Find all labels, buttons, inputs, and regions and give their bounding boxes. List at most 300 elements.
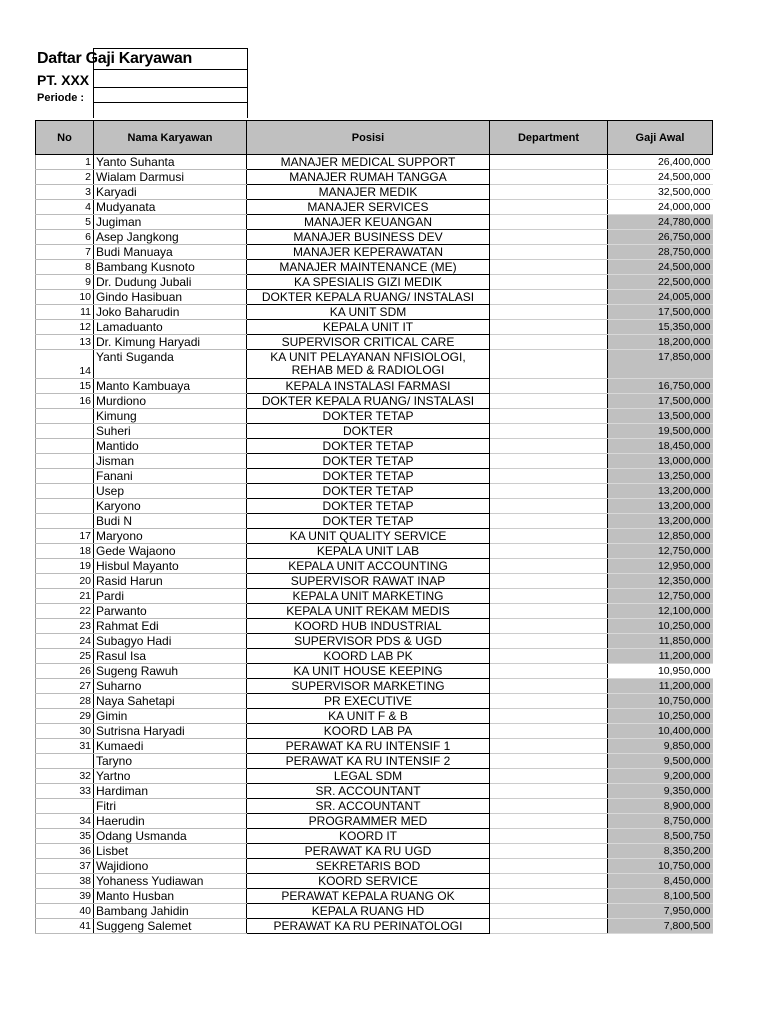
cell-department	[490, 394, 608, 409]
cell-position: SUPERVISOR MARKETING	[247, 679, 490, 694]
cell-salary: 18,200,000	[608, 335, 713, 350]
cell-department	[490, 499, 608, 514]
table-row	[36, 604, 713, 619]
table-row	[36, 320, 713, 335]
cell-position: MANAJER MAINTENANCE (ME)	[247, 260, 490, 275]
cell-position: KOORD LAB PA	[247, 724, 490, 739]
cell-position: PERAWAT KA RU INTENSIF 2	[247, 754, 490, 769]
cell-department	[490, 724, 608, 739]
cell-department	[490, 305, 608, 320]
cell-no: 32	[36, 769, 94, 784]
cell-no: 40	[36, 904, 94, 919]
table-row	[36, 499, 713, 514]
cell-no: 1	[36, 155, 94, 170]
cell-salary: 10,250,000	[608, 709, 713, 724]
cell-position: KEPALA UNIT LAB	[247, 544, 490, 559]
cell-department	[490, 514, 608, 529]
cell-name: Yanti Suganda	[94, 350, 247, 379]
cell-department	[490, 649, 608, 664]
cell-name: Budi Manuaya	[94, 245, 247, 260]
cell-name: Lisbet	[94, 844, 247, 859]
cell-name: Bambang Kusnoto	[94, 260, 247, 275]
table-row	[36, 424, 713, 439]
cell-no: 7	[36, 245, 94, 260]
cell-name: Haerudin	[94, 814, 247, 829]
cell-position: LEGAL SDM	[247, 769, 490, 784]
cell-position: KEPALA UNIT ACCOUNTING	[247, 559, 490, 574]
cell-no	[36, 409, 94, 424]
cell-position: MANAJER KEUANGAN	[247, 215, 490, 230]
cell-position: MANAJER MEDIK	[247, 185, 490, 200]
cell-name: Maryono	[94, 529, 247, 544]
cell-name: Usep	[94, 484, 247, 499]
cell-department	[490, 739, 608, 754]
cell-position: DOKTER TETAP	[247, 439, 490, 454]
table-row	[36, 469, 713, 484]
cell-position: PR EXECUTIVE	[247, 694, 490, 709]
cell-no: 38	[36, 874, 94, 889]
table-row	[36, 439, 713, 454]
cell-salary: 12,100,000	[608, 604, 713, 619]
cell-name: Suheri	[94, 424, 247, 439]
cell-no: 37	[36, 859, 94, 874]
table-row	[36, 170, 713, 185]
cell-name: Jisman	[94, 454, 247, 469]
cell-department	[490, 260, 608, 275]
cell-name: Kumaedi	[94, 739, 247, 754]
cell-salary: 26,400,000	[608, 155, 713, 170]
cell-salary: 17,500,000	[608, 305, 713, 320]
cell-department	[490, 185, 608, 200]
salary-table-wrapper	[35, 120, 713, 934]
cell-department	[490, 634, 608, 649]
cell-no: 25	[36, 649, 94, 664]
cell-department	[490, 484, 608, 499]
cell-department	[490, 215, 608, 230]
cell-department	[490, 424, 608, 439]
cell-department	[490, 230, 608, 245]
cell-name: Fanani	[94, 469, 247, 484]
cell-salary: 24,500,000	[608, 170, 713, 185]
cell-salary: 11,200,000	[608, 679, 713, 694]
cell-department	[490, 889, 608, 904]
header-input-box	[93, 48, 248, 118]
table-row	[36, 335, 713, 350]
cell-no: 4	[36, 200, 94, 215]
table-row	[36, 709, 713, 724]
cell-salary: 22,500,000	[608, 275, 713, 290]
cell-no: 34	[36, 814, 94, 829]
cell-position: SUPERVISOR PDS & UGD	[247, 634, 490, 649]
cell-salary: 26,750,000	[608, 230, 713, 245]
cell-no: 2	[36, 170, 94, 185]
cell-name: Rahmat Edi	[94, 619, 247, 634]
cell-no: 30	[36, 724, 94, 739]
cell-position: MANAJER KEPERAWATAN	[247, 245, 490, 260]
cell-salary: 7,950,000	[608, 904, 713, 919]
table-row	[36, 484, 713, 499]
col-header-name: Nama Karyawan	[94, 121, 247, 155]
col-header-position: Posisi	[247, 121, 490, 155]
table-row	[36, 859, 713, 874]
cell-salary: 16,750,000	[608, 379, 713, 394]
cell-name: Sutrisna Haryadi	[94, 724, 247, 739]
table-row	[36, 829, 713, 844]
cell-position: DOKTER TETAP	[247, 469, 490, 484]
cell-salary: 24,500,000	[608, 260, 713, 275]
table-row	[36, 649, 713, 664]
cell-salary: 12,850,000	[608, 529, 713, 544]
cell-no: 17	[36, 529, 94, 544]
cell-no	[36, 799, 94, 814]
cell-department	[490, 814, 608, 829]
cell-salary: 9,850,000	[608, 739, 713, 754]
cell-salary: 11,850,000	[608, 634, 713, 649]
cell-department	[490, 754, 608, 769]
cell-department	[490, 275, 608, 290]
table-row	[36, 619, 713, 634]
cell-salary: 8,350,200	[608, 844, 713, 859]
cell-salary: 8,750,000	[608, 814, 713, 829]
table-body	[36, 155, 713, 934]
cell-no: 3	[36, 185, 94, 200]
cell-department	[490, 200, 608, 215]
cell-name: Bambang Jahidin	[94, 904, 247, 919]
table-row	[36, 230, 713, 245]
cell-department	[490, 679, 608, 694]
table-row	[36, 200, 713, 215]
cell-name: Karyadi	[94, 185, 247, 200]
cell-department	[490, 919, 608, 934]
cell-no	[36, 454, 94, 469]
cell-name: Kimung	[94, 409, 247, 424]
cell-salary: 8,500,750	[608, 829, 713, 844]
cell-name: Lamaduanto	[94, 320, 247, 335]
cell-department	[490, 155, 608, 170]
cell-name: Hardiman	[94, 784, 247, 799]
cell-position: SUPERVISOR RAWAT INAP	[247, 574, 490, 589]
document-title: Daftar Gaji Karyawan	[37, 50, 192, 67]
cell-position: DOKTER TETAP	[247, 484, 490, 499]
cell-department	[490, 694, 608, 709]
cell-name: Karyono	[94, 499, 247, 514]
cell-no	[36, 469, 94, 484]
cell-no: 31	[36, 739, 94, 754]
cell-department	[490, 844, 608, 859]
cell-no: 35	[36, 829, 94, 844]
cell-name: Dr. Kimung Haryadi	[94, 335, 247, 350]
cell-position: KA UNIT PELAYANAN NFISIOLOGI, REHAB MED & RADIOLOGI	[247, 350, 490, 379]
cell-department	[490, 454, 608, 469]
cell-salary: 17,500,000	[608, 394, 713, 409]
cell-salary: 8,100,500	[608, 889, 713, 904]
cell-salary: 10,950,000	[608, 664, 713, 679]
cell-no	[36, 499, 94, 514]
table-row	[36, 664, 713, 679]
cell-no: 8	[36, 260, 94, 275]
cell-name: Yohaness Yudiawan	[94, 874, 247, 889]
cell-department	[490, 439, 608, 454]
cell-name: Fitri	[94, 799, 247, 814]
cell-salary: 10,750,000	[608, 859, 713, 874]
cell-no: 21	[36, 589, 94, 604]
table-row	[36, 844, 713, 859]
cell-name: Mudyanata	[94, 200, 247, 215]
cell-salary: 8,900,000	[608, 799, 713, 814]
cell-department	[490, 769, 608, 784]
cell-salary: 13,200,000	[608, 484, 713, 499]
table-row	[36, 919, 713, 934]
cell-department	[490, 290, 608, 305]
cell-position: KEPALA RUANG HD	[247, 904, 490, 919]
cell-no: 5	[36, 215, 94, 230]
cell-position: KA UNIT QUALITY SERVICE	[247, 529, 490, 544]
cell-name: Manto Kambuaya	[94, 379, 247, 394]
cell-name: Rasul Isa	[94, 649, 247, 664]
cell-salary: 10,400,000	[608, 724, 713, 739]
cell-position: KOORD LAB PK	[247, 649, 490, 664]
cell-no: 29	[36, 709, 94, 724]
cell-salary: 12,750,000	[608, 589, 713, 604]
cell-position: SUPERVISOR CRITICAL CARE	[247, 335, 490, 350]
cell-no	[36, 424, 94, 439]
company-name: PT. XXX	[37, 72, 90, 88]
table-row	[36, 245, 713, 260]
cell-department	[490, 829, 608, 844]
cell-no: 6	[36, 230, 94, 245]
cell-department	[490, 469, 608, 484]
cell-department	[490, 619, 608, 634]
table-row	[36, 394, 713, 409]
cell-no: 15	[36, 379, 94, 394]
cell-salary: 7,800,500	[608, 919, 713, 934]
cell-no: 27	[36, 679, 94, 694]
cell-name: Mantido	[94, 439, 247, 454]
cell-name: Taryno	[94, 754, 247, 769]
cell-name: Subagyo Hadi	[94, 634, 247, 649]
cell-salary: 9,500,000	[608, 754, 713, 769]
cell-no: 12	[36, 320, 94, 335]
cell-salary: 13,500,000	[608, 409, 713, 424]
cell-position: MANAJER BUSINESS DEV	[247, 230, 490, 245]
table-row	[36, 155, 713, 170]
cell-no: 19	[36, 559, 94, 574]
cell-name: Budi N	[94, 514, 247, 529]
cell-salary: 9,350,000	[608, 784, 713, 799]
cell-position: MANAJER SERVICES	[247, 200, 490, 215]
cell-position: DOKTER TETAP	[247, 454, 490, 469]
col-header-no: No	[36, 121, 94, 155]
table-row	[36, 529, 713, 544]
cell-name: Rasid Harun	[94, 574, 247, 589]
cell-salary: 10,750,000	[608, 694, 713, 709]
cell-position: PERAWAT KA RU PERINATOLOGI	[247, 919, 490, 934]
cell-position: PERAWAT KA RU INTENSIF 1	[247, 739, 490, 754]
cell-salary: 12,950,000	[608, 559, 713, 574]
cell-name: Hisbul Mayanto	[94, 559, 247, 574]
cell-department	[490, 784, 608, 799]
cell-department	[490, 245, 608, 260]
cell-salary: 10,250,000	[608, 619, 713, 634]
cell-position: DOKTER TETAP	[247, 409, 490, 424]
cell-position: KEPALA UNIT IT	[247, 320, 490, 335]
cell-position: SR. ACCOUNTANT	[247, 784, 490, 799]
cell-position: PERAWAT KA RU UGD	[247, 844, 490, 859]
cell-no: 26	[36, 664, 94, 679]
cell-name: Dr. Dudung Jubali	[94, 275, 247, 290]
cell-position: SEKRETARIS BOD	[247, 859, 490, 874]
cell-salary: 9,200,000	[608, 769, 713, 784]
cell-salary: 18,450,000	[608, 439, 713, 454]
cell-name: Suharno	[94, 679, 247, 694]
cell-no: 16	[36, 394, 94, 409]
cell-position: KA UNIT F & B	[247, 709, 490, 724]
cell-no: 39	[36, 889, 94, 904]
cell-department	[490, 664, 608, 679]
table-row	[36, 559, 713, 574]
cell-position: MANAJER RUMAH TANGGA	[247, 170, 490, 185]
col-header-department: Department	[490, 121, 608, 155]
cell-name: Manto Husban	[94, 889, 247, 904]
cell-name: Sugeng Rawuh	[94, 664, 247, 679]
cell-position: KEPALA UNIT MARKETING	[247, 589, 490, 604]
cell-no: 36	[36, 844, 94, 859]
table-row	[36, 379, 713, 394]
cell-name: Naya Sahetapi	[94, 694, 247, 709]
cell-department	[490, 904, 608, 919]
table-row	[36, 679, 713, 694]
cell-name: Wajidiono	[94, 859, 247, 874]
cell-salary: 24,000,000	[608, 200, 713, 215]
cell-position: KOORD IT	[247, 829, 490, 844]
cell-salary: 11,200,000	[608, 649, 713, 664]
cell-salary: 24,005,000	[608, 290, 713, 305]
table-row	[36, 574, 713, 589]
cell-name: Suggeng Salemet	[94, 919, 247, 934]
cell-position: KOORD HUB INDUSTRIAL	[247, 619, 490, 634]
table-row	[36, 514, 713, 529]
cell-no	[36, 484, 94, 499]
table-row	[36, 769, 713, 784]
cell-no	[36, 754, 94, 769]
period-label: Periode :	[37, 92, 85, 104]
table-row	[36, 305, 713, 320]
cell-position: KOORD SERVICE	[247, 874, 490, 889]
cell-position: KEPALA UNIT REKAM MEDIS	[247, 604, 490, 619]
table-row	[36, 350, 713, 379]
table-row	[36, 589, 713, 604]
cell-salary: 13,250,000	[608, 469, 713, 484]
cell-position: DOKTER TETAP	[247, 499, 490, 514]
salary-table	[35, 120, 713, 934]
table-row	[36, 185, 713, 200]
cell-salary: 24,780,000	[608, 215, 713, 230]
cell-department	[490, 574, 608, 589]
cell-no	[36, 514, 94, 529]
cell-name: Parwanto	[94, 604, 247, 619]
cell-position: KA UNIT SDM	[247, 305, 490, 320]
cell-salary: 19,500,000	[608, 424, 713, 439]
cell-salary: 13,000,000	[608, 454, 713, 469]
cell-department	[490, 709, 608, 724]
cell-no: 14	[36, 350, 94, 379]
cell-salary: 12,350,000	[608, 574, 713, 589]
cell-department	[490, 350, 608, 379]
cell-no: 28	[36, 694, 94, 709]
cell-no: 9	[36, 275, 94, 290]
cell-salary: 15,350,000	[608, 320, 713, 335]
cell-position: DOKTER TETAP	[247, 514, 490, 529]
cell-department	[490, 589, 608, 604]
cell-no: 22	[36, 604, 94, 619]
cell-no: 11	[36, 305, 94, 320]
table-row	[36, 784, 713, 799]
cell-salary: 12,750,000	[608, 544, 713, 559]
cell-position: DOKTER KEPALA RUANG/ INSTALASI	[247, 290, 490, 305]
cell-no: 13	[36, 335, 94, 350]
cell-department	[490, 559, 608, 574]
cell-department	[490, 604, 608, 619]
cell-position: PROGRAMMER MED	[247, 814, 490, 829]
cell-no: 10	[36, 290, 94, 305]
cell-name: Pardi	[94, 589, 247, 604]
cell-name: Jugiman	[94, 215, 247, 230]
table-row	[36, 454, 713, 469]
table-row	[36, 874, 713, 889]
table-row	[36, 724, 713, 739]
table-row	[36, 290, 713, 305]
table-row	[36, 260, 713, 275]
cell-salary: 13,200,000	[608, 514, 713, 529]
table-row	[36, 634, 713, 649]
table-row	[36, 904, 713, 919]
cell-position: MANAJER MEDICAL SUPPORT	[247, 155, 490, 170]
cell-position: SR. ACCOUNTANT	[247, 799, 490, 814]
table-row	[36, 275, 713, 290]
cell-position: KA UNIT HOUSE KEEPING	[247, 664, 490, 679]
cell-name: Yartno	[94, 769, 247, 784]
cell-no: 23	[36, 619, 94, 634]
cell-position: PERAWAT KEPALA RUANG OK	[247, 889, 490, 904]
cell-position: KEPALA INSTALASI FARMASI	[247, 379, 490, 394]
cell-department	[490, 799, 608, 814]
cell-name: Gindo Hasibuan	[94, 290, 247, 305]
cell-name: Yanto Suhanta	[94, 155, 247, 170]
cell-no: 33	[36, 784, 94, 799]
cell-department	[490, 859, 608, 874]
table-row	[36, 814, 713, 829]
table-row	[36, 754, 713, 769]
table-row	[36, 739, 713, 754]
table-row	[36, 215, 713, 230]
cell-department	[490, 544, 608, 559]
cell-department	[490, 379, 608, 394]
cell-no: 18	[36, 544, 94, 559]
cell-department	[490, 409, 608, 424]
cell-name: Wialam Darmusi	[94, 170, 247, 185]
cell-department	[490, 320, 608, 335]
table-row	[36, 799, 713, 814]
cell-name: Gede Wajaono	[94, 544, 247, 559]
cell-department	[490, 170, 608, 185]
cell-salary: 32,500,000	[608, 185, 713, 200]
cell-salary: 8,450,000	[608, 874, 713, 889]
table-header-row	[36, 121, 713, 155]
cell-name: Odang Usmanda	[94, 829, 247, 844]
cell-department	[490, 335, 608, 350]
cell-salary: 17,850,000	[608, 350, 713, 379]
cell-salary: 28,750,000	[608, 245, 713, 260]
